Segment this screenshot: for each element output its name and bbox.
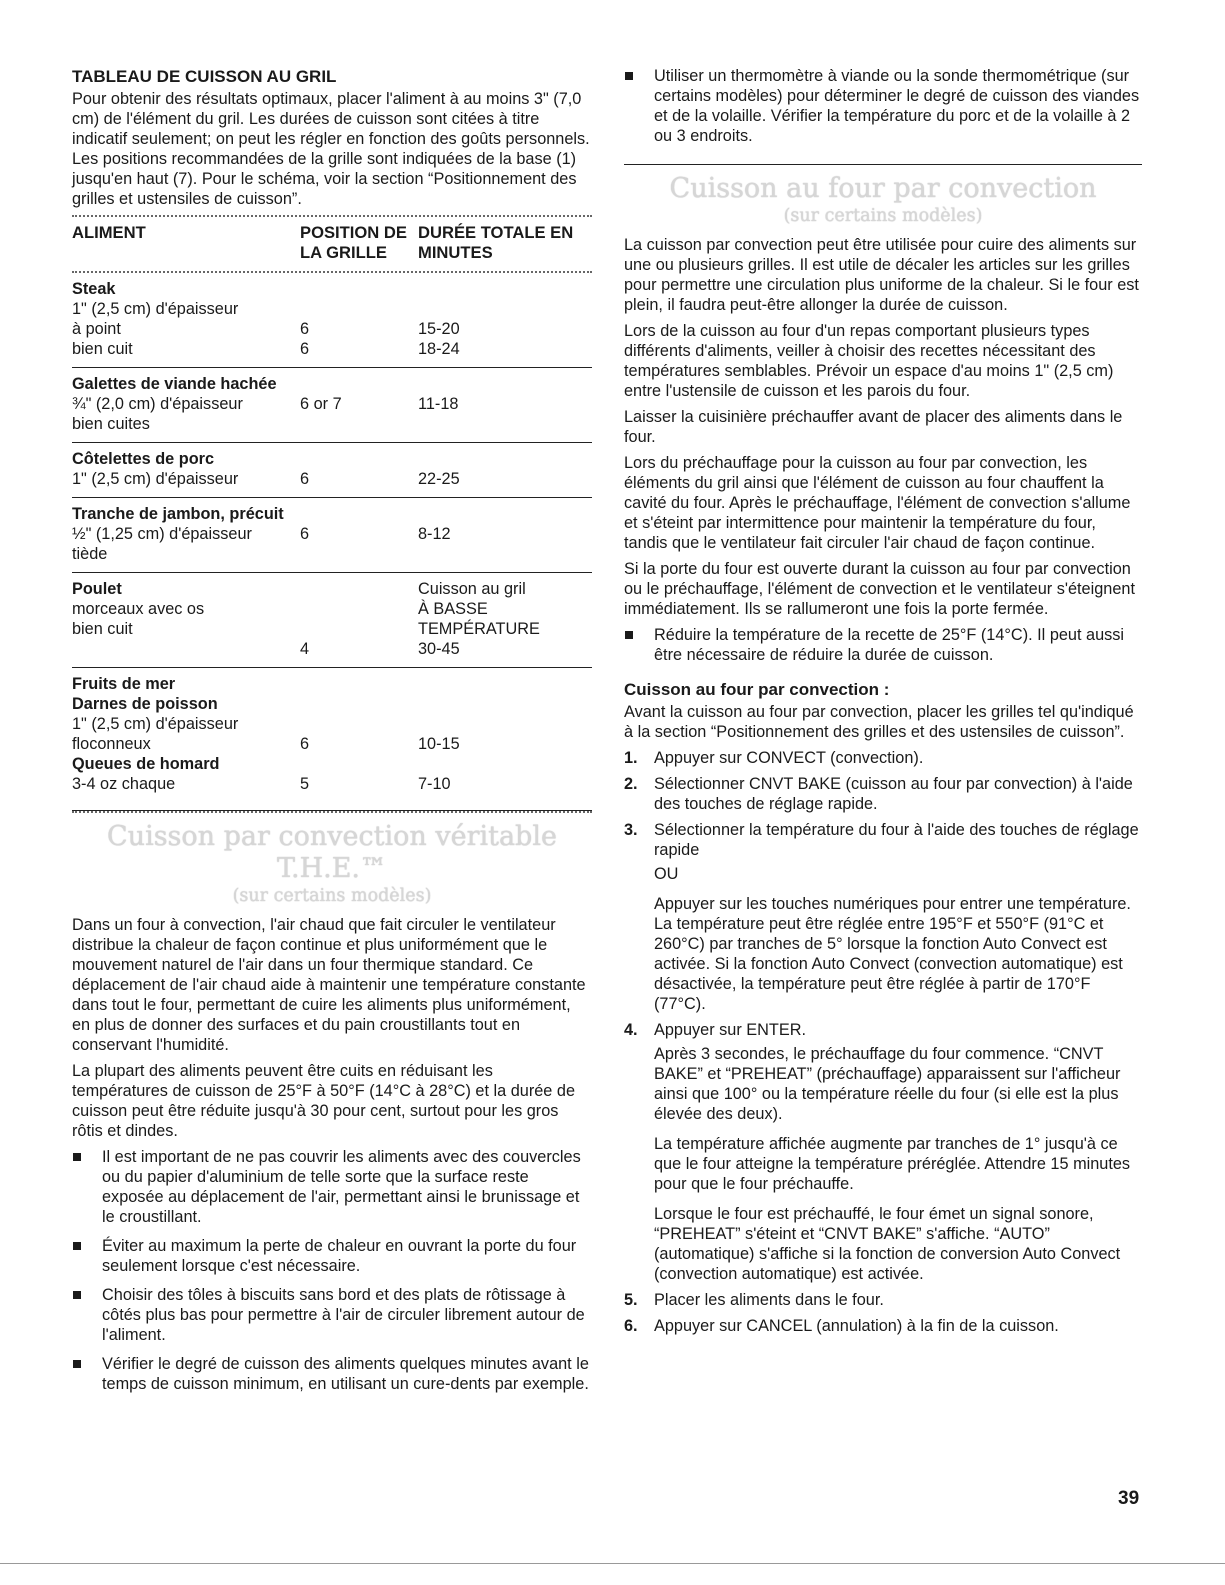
food-cell: Queues de homard [72, 755, 220, 773]
step-item [624, 1020, 1142, 1284]
time-cell: 18-24 [418, 340, 460, 358]
square-bullet-icon [73, 1153, 81, 1161]
food-cell: floconneux [72, 735, 151, 753]
food-cell: Fruits de mer [72, 675, 176, 693]
table-row [72, 394, 592, 414]
step-item [624, 748, 1142, 768]
table-row [72, 374, 592, 394]
food-cell: ¾" (2,0 cm) d'épaisseur [72, 395, 243, 413]
step-number: 2. [624, 775, 638, 793]
steps-intro: Avant la cuisson au four par convection, placer les grilles tel qu'indiqué à la section “Positionnement des grilles et des ustensiles de cuisson”. [624, 703, 1134, 741]
food-cell: bien cuit [72, 340, 133, 358]
convection-paragraph-3: Laisser la cuisinière préchauffer avant de placer des aliments dans le four. [624, 408, 1123, 446]
bullet-text: Vérifier le degré de cuisson des aliments quelques minutes avant le temps de cuisson minimum, en utilisant un cure-dents par exemple. [102, 1355, 589, 1393]
table-row [72, 774, 592, 794]
bullet-text: Éviter au maximum la perte de chaleur en ouvrant la porte du four seulement lorsque c'est nécessaire. [102, 1237, 577, 1275]
time-cell [418, 374, 592, 394]
table-row [72, 279, 592, 299]
step-detail: La température affichée augmente par tranches de 1° jusqu'à ce que le four atteigne la température préréglée. Attendre 15 minutes pour que le four préchauffe. [654, 1135, 1131, 1193]
food-cell: Galettes de viande hachée [72, 375, 277, 393]
right-column [624, 66, 1142, 1342]
time-cell [418, 754, 592, 774]
step-text: Appuyer sur ENTER. [654, 1021, 807, 1039]
rack-position-cell: 6 [300, 470, 310, 488]
the-paragraph-2: La plupart des aliments peuvent être cuits en réduisant les températures de cuisson de 25°F à 50°F (14°C à 28°C) et la durée de cuisson peut être réduite jusqu'à 30 pour cent, surtout pour les gros rôtis et dindes. [72, 1062, 575, 1140]
table-body [72, 273, 592, 811]
food-cell: 1" (2,5 cm) d'épaisseur [72, 715, 239, 733]
reduce-temp-list [624, 625, 1142, 665]
table-row [72, 319, 592, 339]
step-detail: Appuyer sur les touches numériques pour entrer une température. La température peut être réglée entre 195°F et 550°F (91°C et 260°C) par tranches de 5° lorsque la fonction Auto Convect est activée. Si la fonction Auto Convect (convection automatique) est désactivée, la température peut être réglée à partir de 170°F (77°C). [654, 895, 1131, 1013]
step-number: 6. [624, 1317, 638, 1335]
step-number: 1. [624, 749, 638, 767]
table-row [72, 599, 592, 619]
table-row [72, 299, 592, 319]
table-group [72, 273, 592, 368]
tips-list [72, 1147, 592, 1394]
the-convection-subheading: (sur certains modèles) [232, 886, 432, 906]
table-row [72, 714, 592, 734]
step-number: 5. [624, 1291, 638, 1309]
list-item [624, 625, 1142, 665]
rack-position-cell [300, 544, 418, 564]
rack-position-cell [300, 299, 418, 319]
table-row [72, 754, 592, 774]
rack-position-cell [300, 374, 418, 394]
step-text: Sélectionner CNVT BAKE (cuisson au four par convection) à l'aide des touches de réglage rapide. [654, 775, 1133, 813]
time-cell: 7-10 [418, 775, 451, 793]
time-cell: 22-25 [418, 470, 460, 488]
list-item [624, 66, 1142, 146]
page-number: 39 [1118, 1488, 1140, 1509]
rack-position-cell: 6 [300, 320, 310, 338]
time-cell [418, 694, 592, 714]
broil-intro: Pour obtenir des résultats optimaux, placer l'aliment à au moins 3" (7,0 cm) de l'élément du gril. Les durées de cuisson sont citées à titre indicatif seulement; on peut les régler en fonction des goûts personnels. Les positions recommandées de la grille sont indiquées de la base (1) jusqu'en haut (7). Pour le schéma, voir la section “Positionnement des grilles et ustensiles de cuisson”. [72, 90, 590, 208]
header-rack-position: POSITION DE LA GRILLE [300, 223, 407, 262]
food-cell: 1" (2,5 cm) d'épaisseur [72, 470, 239, 488]
rack-position-cell [300, 414, 418, 434]
table-row [72, 674, 592, 694]
square-bullet-icon [625, 72, 633, 80]
time-cell: 30-45 [418, 640, 460, 658]
step-text: Sélectionner la température du four à l'aide des touches de réglage rapide [654, 821, 1139, 859]
step-item [624, 1316, 1142, 1336]
time-cell [418, 714, 592, 734]
bullet-text: Choisir des tôles à biscuits sans bord et des plats de rôtissage à côtés plus bas pour permettre à l'air de circuler librement autour de l'aliment. [102, 1286, 585, 1344]
table-row [72, 469, 592, 489]
table-header [72, 217, 592, 273]
header-food: ALIMENT [72, 223, 146, 242]
rack-position-cell [300, 504, 418, 524]
food-cell: 3-4 oz chaque [72, 775, 176, 793]
step-text: Appuyer sur CANCEL (annulation) à la fin de la cuisson. [654, 1317, 1059, 1335]
list-item [72, 1285, 592, 1345]
list-item [72, 1354, 592, 1394]
step-number: 3. [624, 821, 638, 839]
list-item [72, 1236, 592, 1276]
convection-paragraph-1: La cuisson par convection peut être utilisée pour cuire des aliments sur une ou plusieurs grilles. Il est utile de décaler les articles sur les grilles pour permettre une circulation plus uniforme de la chaleur. Si le four est plein, il faudra peut-être allonger la durée de cuisson. [624, 236, 1139, 314]
time-cell: À BASSE [418, 600, 488, 618]
time-cell: 11-18 [418, 395, 459, 413]
time-cell [418, 299, 592, 319]
steps-list [624, 748, 1142, 1336]
rack-position-cell [300, 714, 418, 734]
rack-position-cell: 5 [300, 775, 310, 793]
table-group [72, 498, 592, 573]
step-item [624, 820, 1142, 1014]
time-cell: Cuisson au gril [418, 580, 526, 598]
food-cell: bien cuit [72, 620, 133, 638]
the-convection-heading: Cuisson par convection véritable T.H.E.™ [107, 821, 557, 884]
rack-position-cell: 6 [300, 340, 310, 358]
square-bullet-icon [73, 1291, 81, 1299]
table-row [72, 544, 592, 564]
bullet-text: Il est important de ne pas couvrir les aliments avec des couvercles ou du papier d'aluminium de telle sorte que la surface reste exposée au déplacement de l'air, permettant ainsi le brunissage et le croustillant. [102, 1148, 581, 1226]
time-cell: 15-20 [418, 320, 460, 338]
food-cell: Darnes de poisson [72, 695, 218, 713]
table-group [72, 368, 592, 443]
square-bullet-icon [73, 1242, 81, 1250]
table-row [72, 579, 592, 599]
header-total-time: DURÉE TOTALE EN MINUTES [418, 223, 574, 262]
step-number: 4. [624, 1021, 638, 1039]
rack-position-cell [300, 754, 418, 774]
convection-paragraph-5: Si la porte du four est ouverte durant la cuisson au four par convection ou le préchauffage, l'élément de convection et le ventilateur s'éteignent immédiatement. Ils se rallumeront une fois la porte fermée. [624, 560, 1135, 618]
broil-table [72, 215, 592, 813]
step-item [624, 1290, 1142, 1310]
convection-bake-heading: Cuisson au four par convection [669, 173, 1097, 204]
food-cell: tiède [72, 545, 108, 563]
broil-chart-heading: TABLEAU DE CUISSON AU GRIL [72, 67, 337, 86]
food-cell: morceaux avec os [72, 600, 205, 618]
table-row [72, 694, 592, 714]
time-cell: TEMPÉRATURE [418, 620, 540, 638]
food-cell: ½" (1,25 cm) d'épaisseur [72, 525, 252, 543]
food-cell: Steak [72, 280, 116, 298]
steps-heading: Cuisson au four par convection : [624, 680, 890, 699]
food-cell: à point [72, 320, 121, 338]
rack-position-cell [300, 619, 418, 639]
rack-position-cell [300, 599, 418, 619]
convection-paragraph-4: Lors du préchauffage pour la cuisson au four par convection, les éléments du gril ainsi que l'élément de cuisson au four chauffent la cavité du four. Après le préchauffage, l'élément de convection s'allume et s'éteint par intermittence pour maintenir la température du four, tandis que le ventilateur fait circuler l'air chaud de façon continue. [624, 454, 1131, 552]
convection-bake-subheading: (sur certains modèles) [783, 206, 983, 226]
rack-position-cell: 4 [300, 640, 310, 658]
step-detail: Après 3 secondes, le préchauffage du four commence. “CNVT BAKE” et “PREHEAT” (préchauffage) apparaissent sur l'afficheur ainsi que 100° ou la température réelle du four (si elle est la plus élevée des deux). [654, 1045, 1121, 1123]
thermometer-list [624, 66, 1142, 146]
square-bullet-icon [73, 1360, 81, 1368]
time-cell: 8-12 [418, 525, 451, 543]
rack-position-cell: 6 or 7 [300, 395, 342, 413]
food-cell: 1" (2,5 cm) d'épaisseur [72, 300, 239, 318]
table-row [72, 524, 592, 544]
time-cell [418, 449, 592, 469]
bullet-text: Utiliser un thermomètre à viande ou la sonde thermométrique (sur certains modèles) pour déterminer le degré de cuisson des viandes et de la volaille. Vérifier la température du porc et de la volaille à 2 ou 3 endroits. [654, 67, 1140, 145]
time-cell [418, 504, 592, 524]
table-group [72, 668, 592, 811]
rack-position-cell [300, 449, 418, 469]
table-row [72, 339, 592, 359]
step-text: Appuyer sur CONVECT (convection). [654, 749, 924, 767]
time-cell [418, 544, 592, 564]
list-item [72, 1147, 592, 1227]
food-cell: Poulet [72, 580, 122, 598]
the-paragraph-1: Dans un four à convection, l'air chaud que fait circuler le ventilateur distribue la chaleur de façon continue et plus uniformément que le mouvement naturel de l'air dans un four thermique standard. Ce déplacement de l'air chaud aide à maintenir une température constante dans tout le four, permettant de cuire les aliments plus uniformément, en plus de donner des surfaces et du pain croustillants tout en conservant l'humidité. [72, 916, 586, 1054]
square-bullet-icon [625, 631, 633, 639]
table-group [72, 443, 592, 498]
table-row [72, 504, 592, 524]
page-bottom-rule [0, 1563, 1225, 1564]
step-text: Placer les aliments dans le four. [654, 1291, 884, 1309]
bullet-text: Réduire la température de la recette de 25°F (14°C). Il peut aussi être nécessaire de réduire la durée de cuisson. [654, 626, 1125, 664]
rack-position-cell: 6 [300, 735, 310, 753]
table-row [72, 449, 592, 469]
table-row [72, 734, 592, 754]
convection-paragraph-2: Lors de la cuisson au four d'un repas comportant plusieurs types différents d'aliments, veiller à choisir des recettes nécessitant des températures semblables. Prévoir un espace d'au moins 1" (2,5 cm) entre l'ustensile de cuisson et les parois du four. [624, 322, 1114, 400]
table-row [72, 414, 592, 434]
table-row [72, 619, 592, 639]
table-group [72, 573, 592, 668]
time-cell [418, 674, 592, 694]
time-cell [418, 279, 592, 299]
rack-position-cell [300, 694, 418, 714]
rack-position-cell [300, 674, 418, 694]
food-cell: Côtelettes de porc [72, 450, 215, 468]
time-cell [418, 414, 592, 434]
rack-position-cell [300, 579, 418, 599]
step-detail: OU [654, 865, 679, 883]
step-item [624, 774, 1142, 814]
food-cell: bien cuites [72, 415, 150, 433]
food-cell: Tranche de jambon, précuit [72, 505, 284, 523]
table-row [72, 639, 592, 659]
step-detail: Lorsque le four est préchauffé, le four émet un signal sonore, “PREHEAT” s'éteint et “CNVT BAKE” s'affiche. “AUTO” (automatique) s'affiche si la fonction de conversion Auto Convect (convection automatique) est activée. [654, 1205, 1121, 1283]
rack-position-cell: 6 [300, 525, 310, 543]
section-divider [624, 164, 1142, 165]
time-cell: 10-15 [418, 735, 460, 753]
rack-position-cell [300, 279, 418, 299]
left-column [72, 66, 592, 1403]
food-cell [72, 639, 300, 659]
